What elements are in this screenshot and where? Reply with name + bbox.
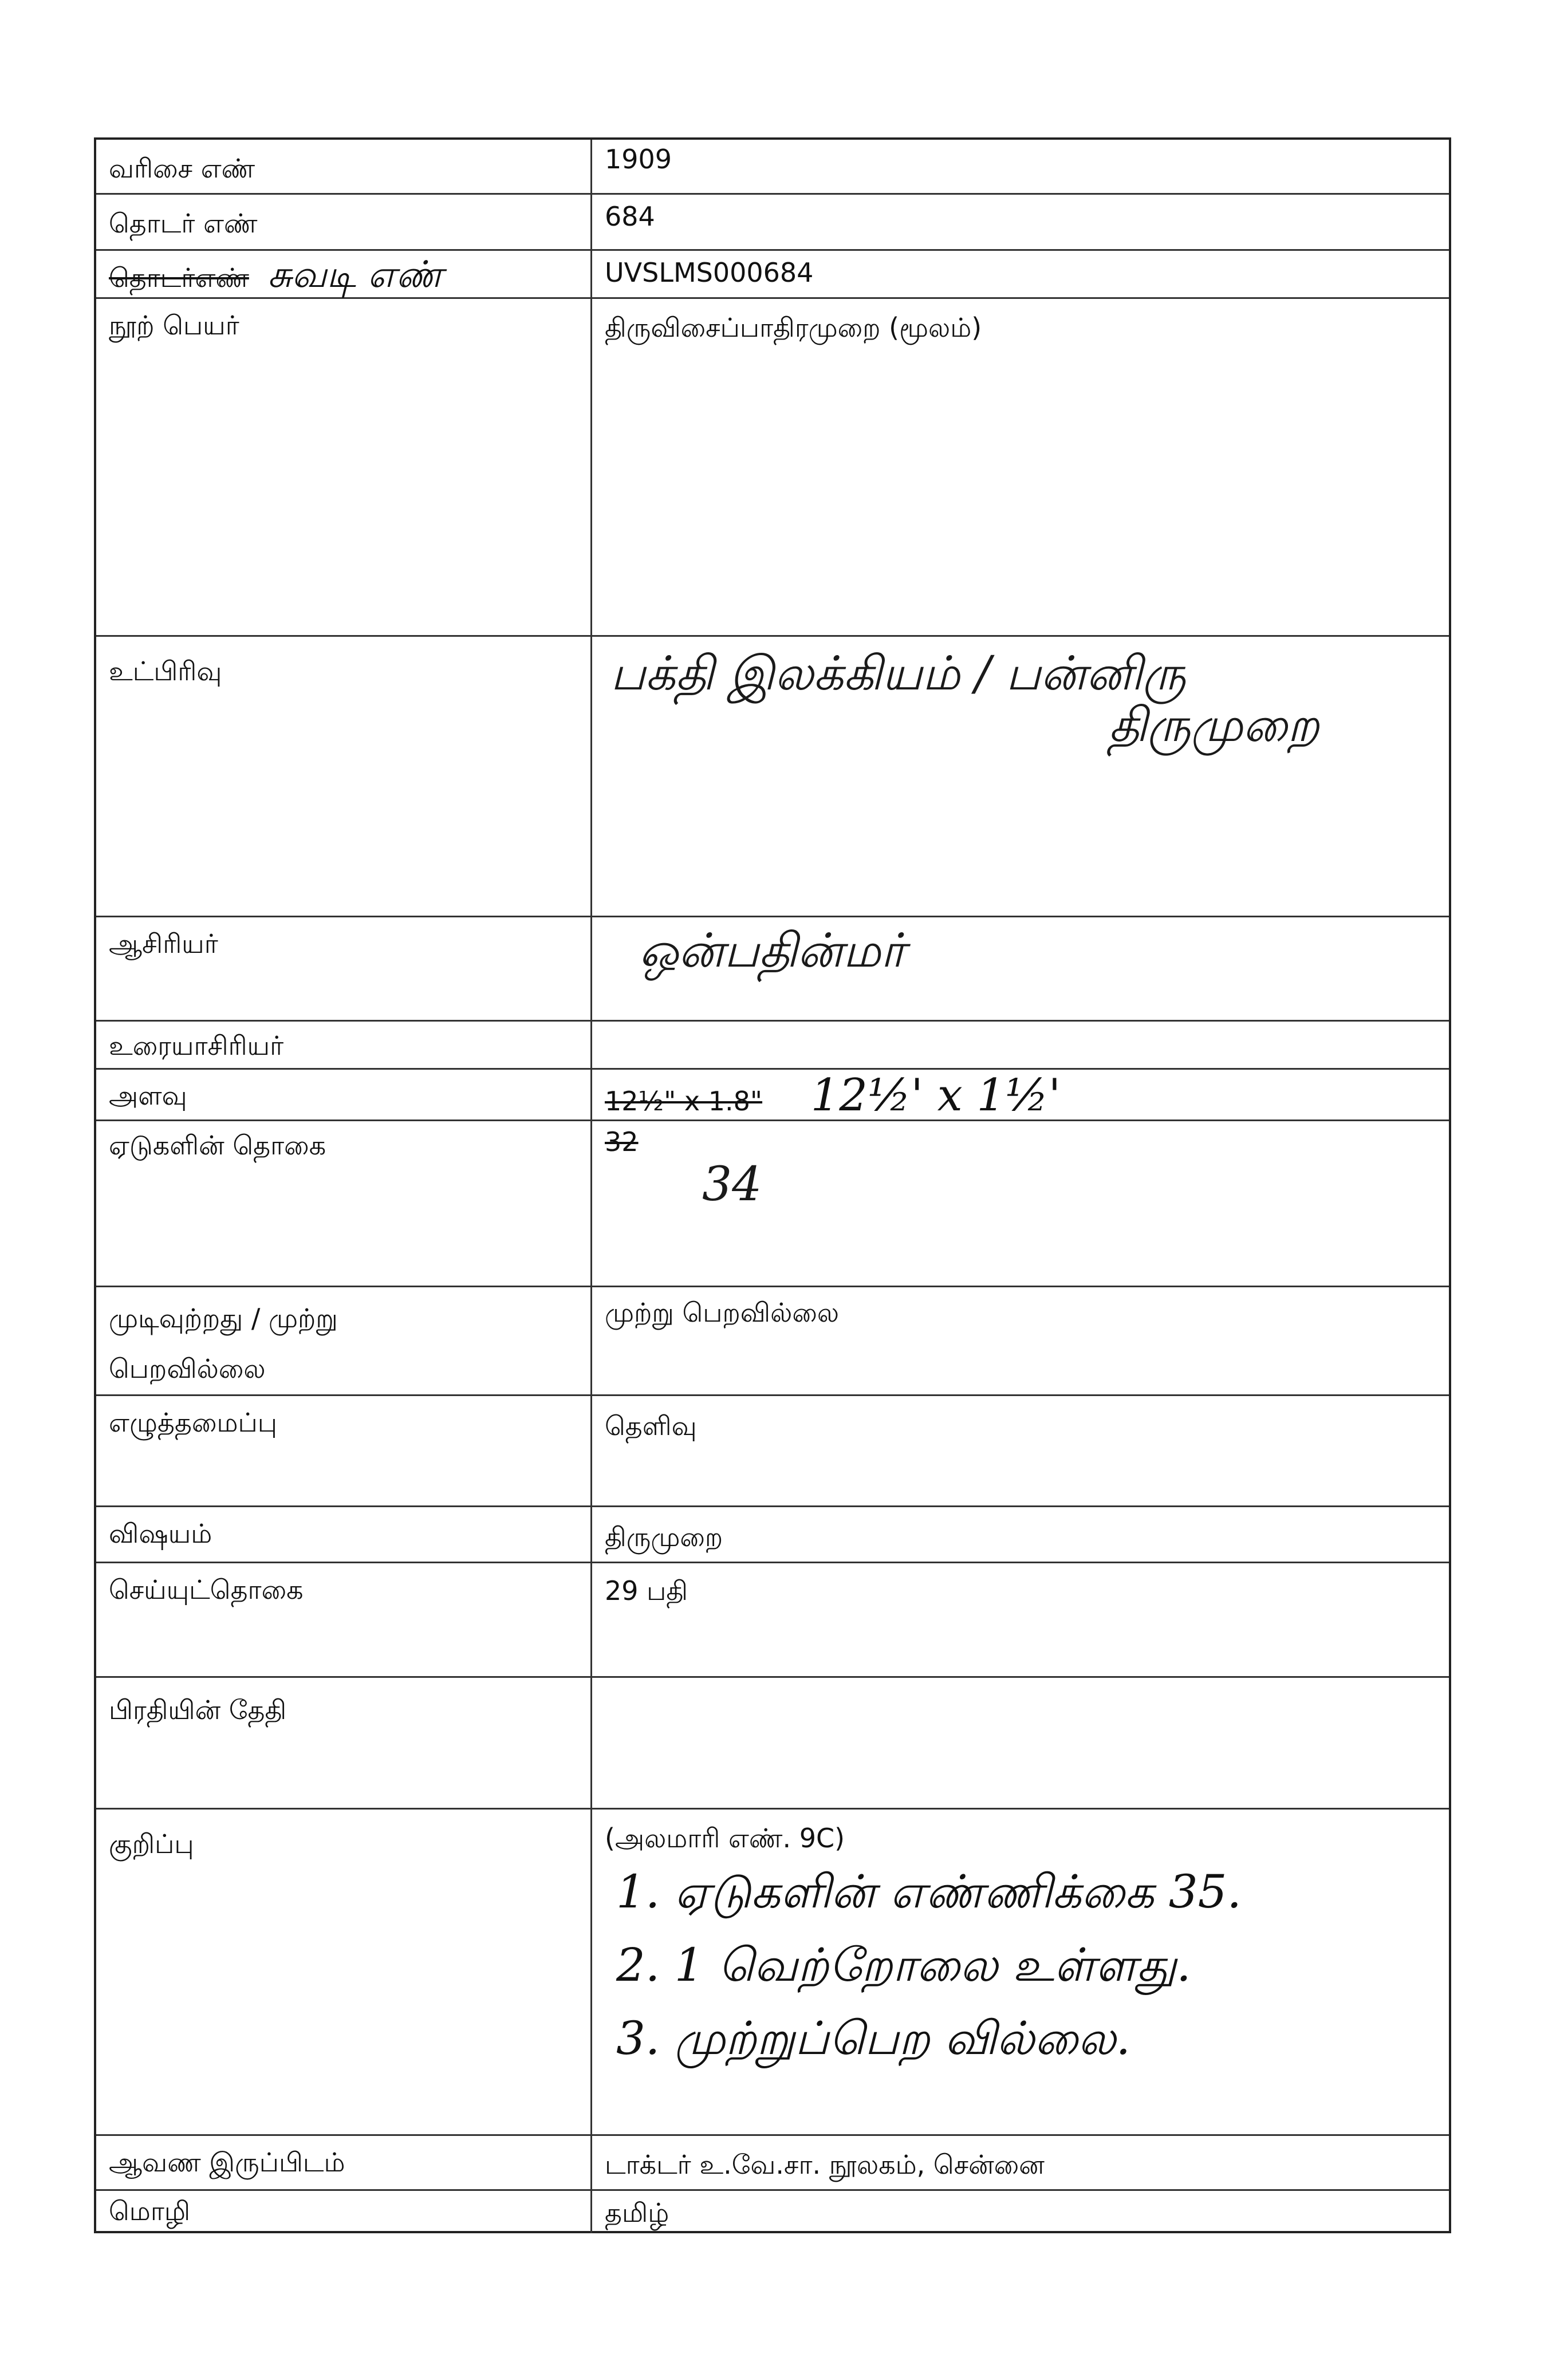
row-completion-status [96, 1287, 1449, 1396]
field-value: திருமுறை [605, 1521, 723, 1552]
field-value: 684 [605, 201, 655, 232]
field-label: வரிசை எண் [96, 140, 592, 193]
row-subject [96, 1507, 1449, 1563]
field-label: எழுத்தமைப்பு [96, 1396, 592, 1505]
field-value: திருவிசைப்பாதிரமுறை (மூலம்) [605, 312, 982, 343]
field-label: செய்யுட்தொகை [96, 1563, 592, 1676]
field-label: அளவு [96, 1070, 592, 1119]
shelf-number: (அலமாரி எண். 9C) [605, 1823, 845, 1854]
struck-label: தொடர்எண் [109, 262, 249, 293]
field-value [592, 637, 1449, 916]
handwritten-note: 3. முற்றுப்பெற வில்லை. [616, 2012, 1131, 2065]
field-value [592, 1070, 1449, 1119]
handwritten-label: சுவடி எண் [267, 254, 443, 296]
handwritten-value: 34 [702, 1157, 762, 1212]
row-copy-date [96, 1678, 1449, 1810]
handwritten-line: ஒன்பதின்மர் [639, 924, 905, 978]
row-script [96, 1396, 1449, 1507]
row-leaf-count [96, 1121, 1449, 1287]
field-label: ஏடுகளின் தொகை [96, 1121, 592, 1286]
handwritten-line: பக்தி இலக்கியம் / பன்னிரு [610, 647, 1186, 701]
field-label: உட்பிரிவு [96, 637, 592, 916]
field-value: தமிழ் [605, 2197, 669, 2228]
handwritten-value: 12½' x 1½' [810, 1070, 1061, 1121]
row-commentator [96, 1022, 1449, 1070]
field-value [592, 1121, 1449, 1286]
row-notes [96, 1810, 1449, 2136]
field-label: தொடர் எண் [96, 195, 592, 249]
field-label: பிரதியின் தேதி [96, 1678, 592, 1808]
field-label: நூற் பெயர் [96, 299, 592, 635]
field-value: 1909 [605, 144, 672, 175]
row-sequence-number [96, 195, 1449, 251]
row-author [96, 917, 1449, 1022]
handwritten-line: திருமுறை [1109, 698, 1319, 753]
field-value [592, 1810, 1449, 2134]
field-label: மொழி [96, 2191, 592, 2233]
field-value: டாக்டர் உ.வே.சா. நூலகம், சென்னை [605, 2149, 1045, 2180]
field-value: 29 பதி [605, 1575, 688, 1606]
row-manuscript-number [96, 251, 1449, 299]
row-title [96, 299, 1449, 637]
row-language [96, 2191, 1449, 2233]
field-label: உரையாசிரியர் [96, 1022, 592, 1068]
catalog-record-table [94, 137, 1451, 2233]
field-label: ஆசிரியர் [96, 917, 592, 1020]
field-value [592, 917, 1449, 1020]
row-archive-location [96, 2136, 1449, 2191]
field-value: UVSLMS000684 [605, 257, 814, 288]
handwritten-note: 2. 1 வெற்றோலை உள்ளது. [616, 1938, 1191, 1992]
field-value: முற்று பெறவில்லை [605, 1297, 840, 1328]
struck-value: 12½" x 1.8" [605, 1086, 763, 1117]
row-verse-count [96, 1563, 1449, 1678]
field-label: ஆவண இருப்பிடம் [96, 2136, 592, 2189]
field-label: விஷயம் [96, 1507, 592, 1562]
field-label [96, 251, 592, 297]
field-value [592, 1678, 1449, 1808]
struck-value: 32 [605, 1126, 639, 1157]
handwritten-note: 1. ஏடுகளின் எண்ணிக்கை 35. [616, 1865, 1242, 1918]
row-size [96, 1070, 1449, 1121]
field-value [592, 1022, 1449, 1068]
row-subdivision [96, 637, 1449, 917]
field-label: முடிவுற்றது / முற்று பெறவில்லை [96, 1287, 592, 1394]
field-value: தெளிவு [605, 1410, 697, 1441]
field-label: குறிப்பு [96, 1810, 592, 2134]
row-serial-number [96, 140, 1449, 195]
